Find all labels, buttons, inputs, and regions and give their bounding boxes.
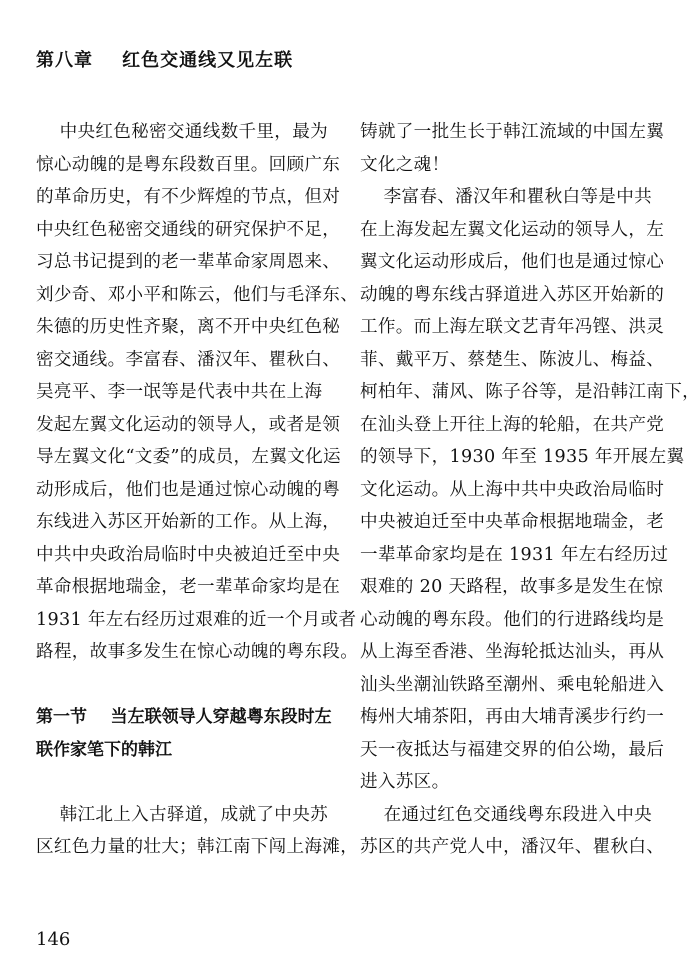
text-line: 汕头坐潮汕铁路至潮州、乘电轮船进入	[360, 674, 665, 695]
section-heading-line: 联作家笔下的韩江	[36, 739, 172, 760]
text-line: 动魄的粤东线古驿道进入苏区开始新的	[360, 284, 665, 305]
text-line: 在上海发起左翼文化运动的领导人，左	[360, 219, 665, 240]
text-line: 1931 年左右经历过艰难的近一个月或者	[36, 609, 357, 630]
text-line: 发起左翼文化运动的领导人，或者是领	[36, 414, 341, 435]
text-line: 从上海至香港、坐海轮抵达汕头，再从	[360, 642, 665, 662]
text-line: 动形成后，他们也是通过惊心动魄的粤	[36, 479, 341, 500]
text-line: 吴亮平、李一氓等是代表中共在上海	[36, 382, 323, 402]
text-line: 柯柏年、蒲风、陈子谷等，是沿韩江南下，	[360, 382, 700, 402]
text-line: 区红色力量的壮大；韩江南下闯上海滩，	[36, 837, 359, 857]
section-heading-line: 第一节 当左联领导人穿越粤东段时左	[36, 707, 332, 727]
chapter-title: 第八章 红色交通线又见左联	[36, 50, 294, 71]
text-line: 文化运动。从上海中共中央政治局临时	[360, 479, 665, 500]
text-line: 在汕头登上开往上海的轮船，在共产党	[360, 414, 665, 435]
text-line: 梅州大埔茶阳，再由大埔青溪步行约一	[360, 707, 665, 727]
text-line: 一辈革命家均是在 1931 年左右经历过	[360, 544, 669, 565]
text-line: 中央被迫迁至中央革命根据地瑞金，老	[360, 512, 665, 532]
text-line: 中央红色秘密交通线数千里，最为	[36, 122, 328, 142]
text-line: 中央红色秘密交通线的研究保护不足，	[36, 219, 341, 240]
text-line: 革命根据地瑞金，老一辈革命家均是在	[36, 577, 341, 597]
spacer	[36, 766, 334, 799]
text-line: 天一夜抵达与福建交界的伯公坳，最后	[360, 739, 665, 760]
text-line: 工作。而上海左联文艺青年冯铿、洪灵	[360, 317, 665, 337]
right-paragraph-2	[360, 181, 700, 799]
text-line: 刘少奇、邓小平和陈云，他们与毛泽东、	[36, 284, 359, 305]
text-line: 铸就了一批生长于韩江流域的中国左翼	[360, 122, 665, 142]
right-paragraph-1	[360, 116, 665, 181]
text-line: 中共中央政治局临时中央被迫迁至中央	[36, 544, 341, 565]
right-column	[360, 116, 700, 864]
page-number: 146	[36, 929, 71, 950]
text-line: 的领导下，1930 年至 1935 年开展左翼	[360, 447, 685, 467]
text-line: 文化之魂！	[360, 154, 450, 175]
text-line: 导左翼文化“文委”的成员，左翼文化运	[36, 447, 341, 467]
section-heading	[36, 701, 334, 766]
text-line: 在通过红色交通线粤东段进入中央	[360, 804, 652, 825]
text-line: 翼文化运动形成后，他们也是通过惊心	[360, 252, 665, 272]
left-paragraph-2	[36, 799, 359, 864]
left-column	[36, 116, 359, 864]
text-line: 菲、戴平万、蔡楚生、陈波儿、梅益、	[360, 349, 665, 370]
text-line: 苏区的共产党人中，潘汉年、瞿秋白、	[360, 837, 665, 857]
text-line: 习总书记提到的老一辈革命家周恩来、	[36, 252, 341, 272]
text-line: 的革命历史，有不少辉煌的节点，但对	[36, 187, 341, 207]
spacer	[36, 669, 334, 702]
text-line: 路程，故事多发生在惊心动魄的粤东段。	[36, 642, 359, 662]
text-line: 艰难的 20 天路程，故事多是发生在惊	[360, 577, 664, 597]
right-paragraph-3	[360, 799, 665, 864]
text-line: 朱德的历史性齐聚，离不开中央红色秘	[36, 317, 341, 337]
text-line: 东线进入苏区开始新的工作。从上海，	[36, 512, 341, 532]
text-line: 进入苏区。	[360, 772, 450, 792]
text-line: 密交通线。李富春、潘汉年、瞿秋白、	[36, 349, 341, 370]
text-line: 惊心动魄的是粤东段数百里。回顾广东	[36, 154, 341, 175]
left-paragraph-1	[36, 116, 359, 669]
text-line: 韩江北上入古驿道，成就了中央苏	[36, 804, 328, 825]
text-line: 心动魄的粤东段。他们的行进路线均是	[360, 609, 665, 630]
text-line: 李富春、潘汉年和瞿秋白等是中共	[360, 187, 652, 207]
